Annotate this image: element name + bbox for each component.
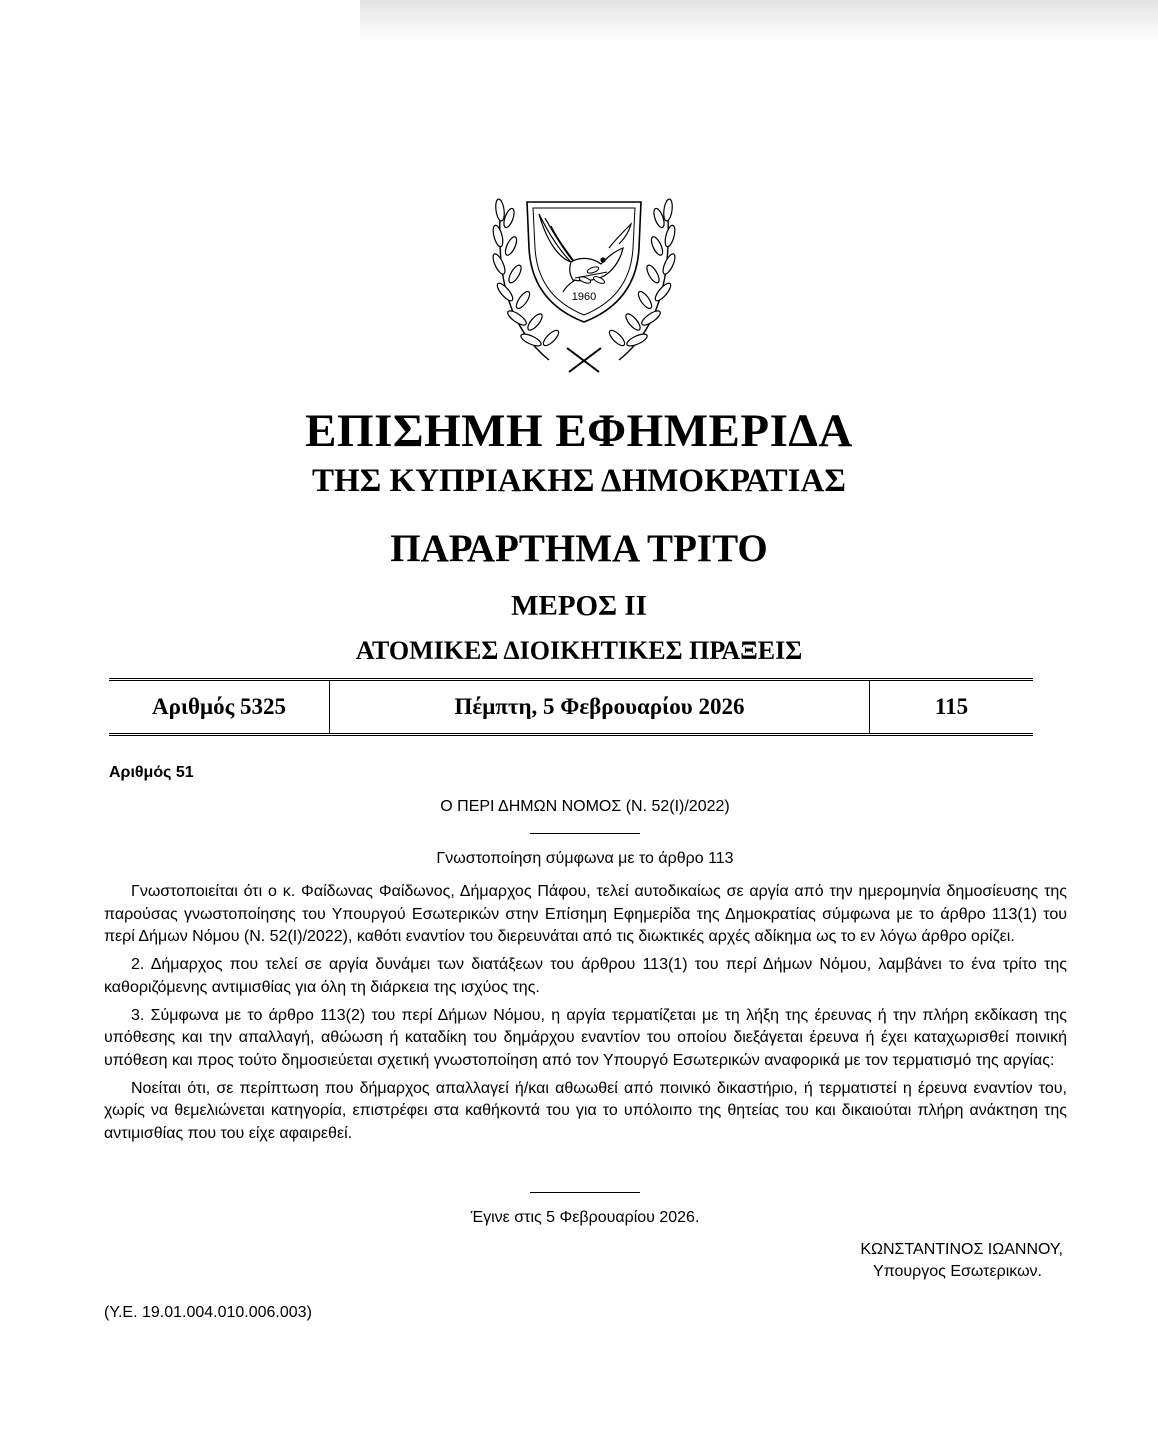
cyprus-emblem-icon bbox=[489, 188, 679, 376]
notice-heading: Γνωστοποίηση σύμφωνα με το άρθρο 113 bbox=[436, 850, 734, 867]
paragraph: 2. Δήμαρχος που τελεί σε αργία δυνάμει των διατάξεων του άρθρου 113(1) του περί Δήμων Νόμου, λαμβάνει το ένα τρίτο της καθοριζόμενης αντιμισθίας για όλη τη διάρκεια της ισχύος της. bbox=[104, 956, 1067, 996]
issue-number: Αριθμός 5325 bbox=[109, 681, 330, 733]
law-title: Ο ΠΕΡΙ ΔΗΜΩΝ ΝΟΜΟΣ (Ν. 52(Ι)/2022) bbox=[440, 798, 730, 815]
divider bbox=[530, 1192, 640, 1193]
notice-body bbox=[104, 881, 1067, 1151]
gazette-subtitle: ΤΗΣ ΚΥΠΡΙΑΚΗΣ ΔΗΜΟΚΡΑΤΙΑΣ bbox=[312, 463, 846, 499]
gazette-title: ΕΠΙΣΗΜΗ ΕΦΗΜΕΡΙΔΑ bbox=[305, 405, 853, 457]
issue-info-table bbox=[109, 678, 1033, 736]
part-title: ΜΕΡΟΣ ΙΙ bbox=[511, 590, 647, 622]
issued-date: Έγινε στις 5 Φεβρουαρίου 2026. bbox=[470, 1209, 700, 1226]
reference-code: (Υ.Ε. 19.01.004.010.006.003) bbox=[104, 1304, 312, 1321]
paragraph: Γνωστοποιείται ότι ο κ. Φαίδωνας Φαίδωνος, Δήμαρχος Πάφου, τελεί αυτοδικαίως σε αργία από την ημερομηνία δημοσίευσης της παρούσας γνωστοποίησης του Υπουργού Εσωτερικών στην Επίσημη Εφημερίδα της Δημοκρατίας σύμφωνα με το άρθρο 113(1) του περί Δήμων Νόμου (Ν. 52(Ι)/2022), καθότι εναντίον του διερευνάται από τις διωκτικές αρχές αδίκημα ως το εν λόγω άρθρο ορίζει. bbox=[104, 883, 1067, 946]
divider bbox=[530, 833, 640, 834]
coat-of-arms-emblem bbox=[489, 188, 679, 376]
emblem-year: 1960 bbox=[571, 291, 597, 303]
page-edge-shadow bbox=[360, 0, 1158, 42]
signatory-title: Υπουργος Εσωτερικων. bbox=[873, 1263, 1042, 1280]
supplement-title: ΠΑΡΑΡΤΗΜΑ ΤΡΙΤΟ bbox=[390, 527, 768, 570]
section-title: ΑΤΟΜΙΚΕΣ ΔΙΟΙΚΗΤΙΚΕΣ ΠΡΑΞΕΙΣ bbox=[355, 636, 803, 665]
issue-date: Πέμπτη, 5 Φεβρουαρίου 2026 bbox=[330, 681, 870, 733]
paragraph: 3. Σύμφωνα με το άρθρο 113(2) του περί Δήμων Νόμου, η αργία τερματίζεται με τη λήξη της έρευνας ή την πλήρη εκδίκαση της υπόθεσης και την απαλλαγή, αθώωση ή καταδίκη του δημάρχου εναντίον του οποίου διεξάγεται έρευνα ή έχει καταχωρισθεί ποινική υπόθεση και προς τούτο δημοσιεύεται σχετική γνωστοποίηση από τον Υπουργό Εσωτερικών αναφορικά με τον τερματισμό της αργίας: bbox=[104, 1006, 1067, 1069]
page-number: 115 bbox=[934, 694, 969, 719]
paragraph: Νοείται ότι, σε περίπτωση που δήμαρχος απαλλαγεί ή/και αθωωθεί από ποινικό δικαστήριο, ή τερματιστεί η έρευνα εναντίον του, χωρίς να θεμελιώνεται κατηγορία, επιστρέφει στα καθήκοντά του για το υπόλοιπο της θητείας του και δικαιούται πλήρη ανάκτηση της αντιμισθίας που του είχε αφαιρεθεί. bbox=[104, 1079, 1067, 1143]
signatory-name: ΚΩΝΣΤΑΝΤΙΝΟΣ ΙΩΑΝΝΟΥ, bbox=[860, 1241, 1063, 1258]
notice-number: Αριθμός 51 bbox=[109, 764, 194, 781]
